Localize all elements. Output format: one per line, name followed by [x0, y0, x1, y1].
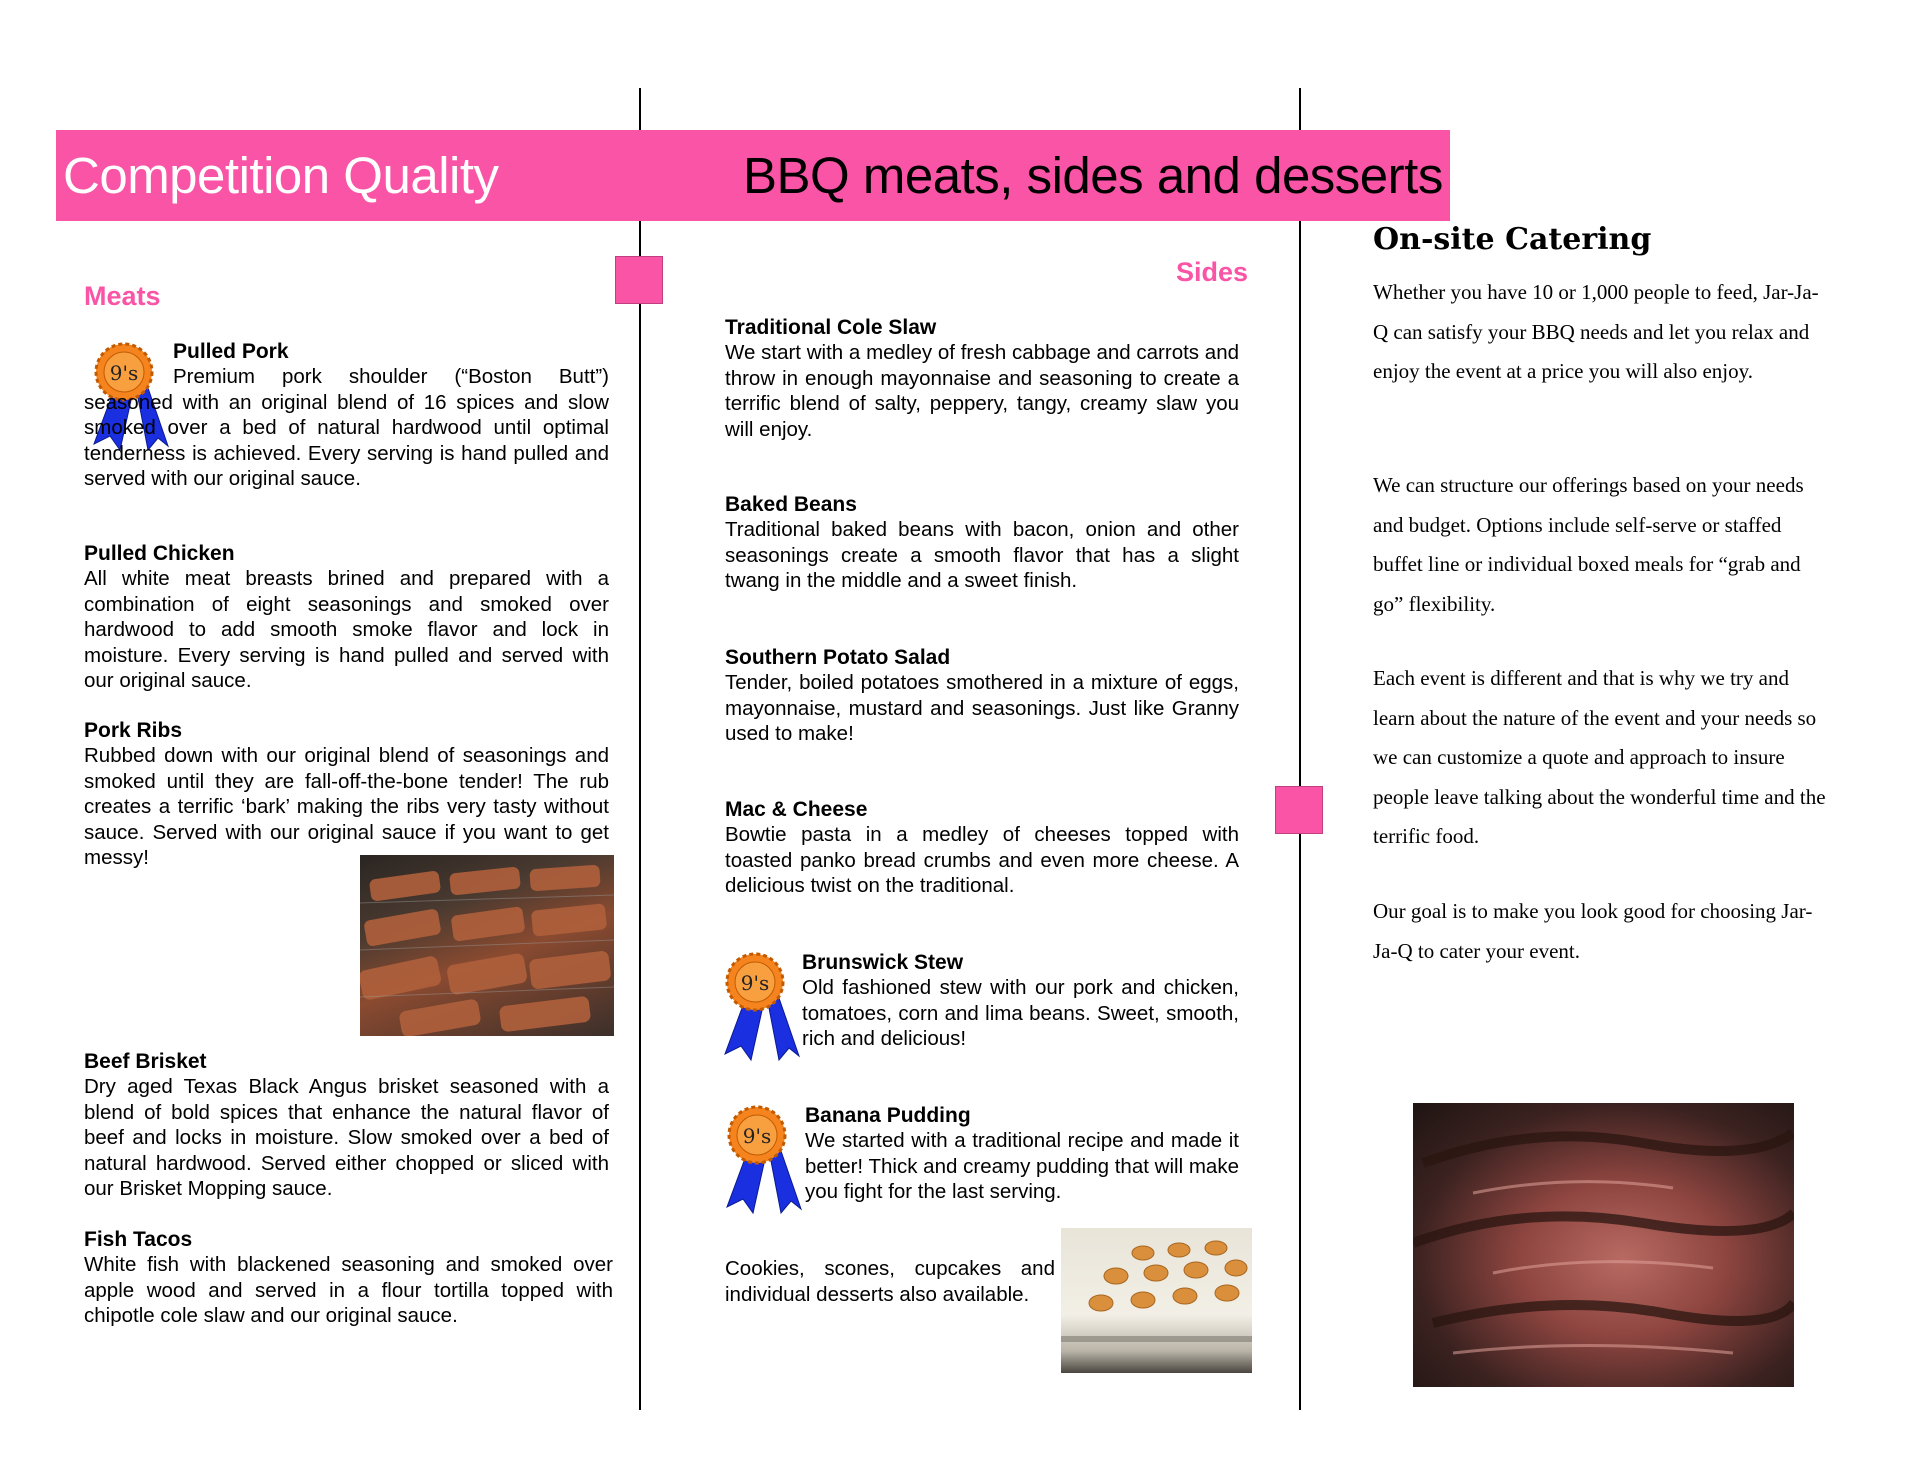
meat-item-pork-ribs: [84, 718, 609, 871]
side-item-mac-cheese: [725, 797, 1239, 899]
item-description: Dry aged Texas Black Angus brisket seasoned with a blend of bold spices that enhance the natural flavor of beef and locks in moisture. Slow smoked over a bed of natural hardwood. Served either chopped or sliced with our Brisket Mopping sauce.: [84, 1075, 609, 1200]
meats-heading: Meats: [84, 281, 161, 311]
meat-item-pulled-pork-text: Premium pork shoulder (“Boston Butt”) seasoned with an original blend of 16 spices and slow smoked over a bed of natural hardwood until optimal tenderness is achieved. Every serving is hand pulled and served with our original sauce.: [84, 365, 609, 490]
item-description: We start with a medley of fresh cabbage and carrots and throw in enough mayonnaise and seasoning to create a terrific blend of salty, peppery, tangy, creamy slaw you will enjoy.: [725, 341, 1239, 441]
banner-right-title: BBQ meats, sides and desserts: [743, 147, 1443, 204]
item-title: Beef Brisket: [84, 1050, 207, 1073]
banana-pudding-photo: [1061, 1228, 1252, 1373]
side-item-banana-pudding: [805, 1103, 1239, 1205]
ribs-photo: [360, 855, 614, 1036]
catering-paragraph-1: Whether you have 10 or 1,000 people to feed, Jar-Ja-Q can satisfy your BBQ needs and let you relax and enjoy the event at a price you will also enjoy.: [1373, 280, 1819, 383]
award-ribbon-icon: [717, 950, 801, 1062]
item-title: Fish Tacos: [84, 1228, 193, 1251]
ribbon-text: 9's: [740, 971, 770, 995]
side-item-baked-beans: [725, 492, 1239, 594]
meat-item-beef-brisket: [84, 1049, 609, 1202]
item-description: Bowtie pasta in a medley of cheeses topped with toasted panko bread crumbs and even more cheese. A delicious twist on the traditional.: [725, 823, 1239, 897]
ribbon-text: 9's: [742, 1124, 772, 1148]
item-title: Pork Ribs: [84, 719, 183, 742]
award-ribbon-icon: [719, 1103, 803, 1215]
item-description: Old fashioned stew with our pork and chicken, tomatoes, corn and lima beans. Sweet, smooth, rich and delicious!: [802, 976, 1239, 1050]
side-item-cole-slaw: [725, 315, 1239, 442]
catering-paragraph-2: We can structure our offerings based on your needs and budget. Options include self-serve or staffed buffet line or individual boxed meals for “grab and go” flexibility.: [1373, 473, 1804, 616]
item-title: Banana Pudding: [805, 1104, 971, 1127]
catering-heading: On-site Catering: [1373, 222, 1652, 257]
meat-item-fish-tacos: [84, 1227, 613, 1329]
item-description: Tender, boiled potatoes smothered in a mixture of eggs, mayonnaise, mustard and seasonings. Just like Granny used to make!: [725, 671, 1239, 745]
meat-item-pulled-pork: [173, 339, 609, 364]
decorative-square-1: [615, 256, 663, 304]
desserts-note: Cookies, scones, cupcakes and individual desserts also available.: [725, 1257, 1055, 1306]
banner-left-title: Competition Quality: [63, 147, 499, 204]
item-description: We started with a traditional recipe and made it better! Thick and creamy pudding that will make you fight for the last serving.: [805, 1129, 1239, 1203]
item-description: Rubbed down with our original blend of seasonings and smoked until they are fall-off-the-bone tender! The rub creates a terrific ‘bark’ making the ribs very tasty without sauce. Served with our original sauce if you want to get messy!: [84, 744, 609, 869]
item-title: Pulled Pork: [173, 340, 289, 363]
decorative-square-2: [1275, 786, 1323, 834]
item-description: White fish with blackened seasoning and smoked over apple wood and served in a flour tortilla topped with chipotle cole slaw and our original sauce.: [84, 1253, 613, 1327]
side-item-brunswick-stew: [802, 950, 1239, 1052]
ribbon-text: 9's: [109, 361, 139, 385]
item-title: Brunswick Stew: [802, 951, 964, 974]
side-item-potato-salad: [725, 645, 1239, 747]
catering-paragraph-4: Our goal is to make you look good for choosing Jar-Ja-Q to cater your event.: [1373, 899, 1813, 963]
item-description: All white meat breasts brined and prepared with a combination of eight seasonings and smoked over hardwood to add smooth smoke flavor and lock in moisture. Every serving is hand pulled and served with our original sauce.: [84, 567, 609, 692]
meat-item-pulled-chicken: [84, 541, 609, 694]
column-divider-2: [1299, 88, 1301, 1410]
item-description: Traditional baked beans with bacon, onion and other seasonings create a smooth flavor that has a slight twang in the middle and a sweet finish.: [725, 518, 1239, 592]
item-title: Southern Potato Salad: [725, 646, 951, 669]
item-title: Traditional Cole Slaw: [725, 316, 937, 339]
item-title: Mac & Cheese: [725, 798, 868, 821]
sides-heading: Sides: [1176, 257, 1249, 287]
item-title: Baked Beans: [725, 493, 857, 516]
catering-paragraph-3: Each event is different and that is why we try and learn about the nature of the event and your needs so we can customize a quote and approach to insure people leave talking about the wonderful time and the terrific food.: [1373, 666, 1826, 848]
item-title: Pulled Chicken: [84, 542, 235, 565]
brisket-photo: [1413, 1103, 1794, 1387]
